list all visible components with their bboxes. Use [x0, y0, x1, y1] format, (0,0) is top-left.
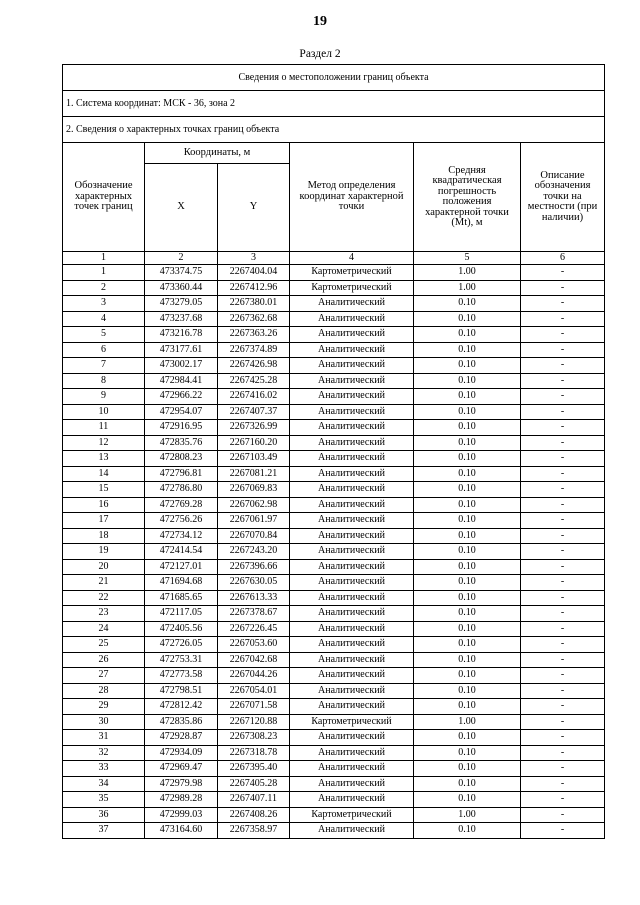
point-id-cell: 21 [63, 575, 145, 591]
table-row [63, 761, 605, 777]
y-coordinate-cell: 2267070.84 [218, 528, 290, 544]
y-coordinate-cell: 2267044.26 [218, 668, 290, 684]
point-id-cell: 35 [63, 792, 145, 808]
y-coordinate-cell: 2267362.68 [218, 311, 290, 327]
x-coordinate-cell: 472127.01 [145, 559, 218, 575]
method-cell: Аналитический [290, 559, 414, 575]
error-cell: 0.10 [414, 776, 521, 792]
description-cell: - [521, 699, 605, 715]
method-cell: Аналитический [290, 621, 414, 637]
description-cell: - [521, 280, 605, 296]
x-coordinate-cell: 472934.09 [145, 745, 218, 761]
header-method: Метод определения координат характерной точки [290, 143, 414, 252]
method-cell: Аналитический [290, 528, 414, 544]
point-id-cell: 33 [63, 761, 145, 777]
error-cell: 0.10 [414, 652, 521, 668]
error-cell: 0.10 [414, 606, 521, 622]
method-cell: Аналитический [290, 761, 414, 777]
method-cell: Картометрический [290, 265, 414, 281]
error-cell: 0.10 [414, 544, 521, 560]
method-cell: Аналитический [290, 389, 414, 405]
error-cell: 0.10 [414, 404, 521, 420]
method-cell: Картометрический [290, 714, 414, 730]
x-coordinate-cell: 472753.31 [145, 652, 218, 668]
description-cell: - [521, 296, 605, 312]
y-coordinate-cell: 2267160.20 [218, 435, 290, 451]
x-coordinate-cell: 472786.80 [145, 482, 218, 498]
method-cell: Аналитический [290, 683, 414, 699]
error-cell: 0.10 [414, 761, 521, 777]
point-id-cell: 26 [63, 652, 145, 668]
table-row [63, 513, 605, 529]
y-coordinate-cell: 2267425.28 [218, 373, 290, 389]
y-coordinate-cell: 2267103.49 [218, 451, 290, 467]
error-cell: 0.10 [414, 621, 521, 637]
method-cell: Аналитический [290, 451, 414, 467]
description-cell: - [521, 373, 605, 389]
description-cell: - [521, 590, 605, 606]
x-coordinate-cell: 472756.26 [145, 513, 218, 529]
error-cell: 0.10 [414, 358, 521, 374]
error-cell: 0.10 [414, 497, 521, 513]
x-coordinate-cell: 473237.68 [145, 311, 218, 327]
point-id-cell: 17 [63, 513, 145, 529]
table-row [63, 420, 605, 436]
point-id-cell: 29 [63, 699, 145, 715]
description-cell: - [521, 544, 605, 560]
x-coordinate-cell: 473164.60 [145, 823, 218, 839]
method-cell: Аналитический [290, 420, 414, 436]
method-cell: Аналитический [290, 358, 414, 374]
y-coordinate-cell: 2267405.28 [218, 776, 290, 792]
description-cell: - [521, 807, 605, 823]
x-coordinate-cell: 472798.51 [145, 683, 218, 699]
point-id-cell: 37 [63, 823, 145, 839]
y-coordinate-cell: 2267226.45 [218, 621, 290, 637]
description-cell: - [521, 482, 605, 498]
y-coordinate-cell: 2267062.98 [218, 497, 290, 513]
y-coordinate-cell: 2267395.40 [218, 761, 290, 777]
points-heading: 2. Сведения о характерных точках границ объекта [63, 117, 605, 143]
description-cell: - [521, 730, 605, 746]
table-row [63, 823, 605, 839]
point-id-cell: 36 [63, 807, 145, 823]
description-cell: - [521, 435, 605, 451]
method-cell: Аналитический [290, 373, 414, 389]
description-cell: - [521, 404, 605, 420]
method-cell: Аналитический [290, 668, 414, 684]
x-coordinate-cell: 473374.75 [145, 265, 218, 281]
point-id-cell: 27 [63, 668, 145, 684]
y-coordinate-cell: 2267071.58 [218, 699, 290, 715]
x-coordinate-cell: 471694.68 [145, 575, 218, 591]
point-id-cell: 28 [63, 683, 145, 699]
table-row [63, 807, 605, 823]
x-coordinate-cell: 473279.05 [145, 296, 218, 312]
description-cell: - [521, 451, 605, 467]
x-coordinate-cell: 472414.54 [145, 544, 218, 560]
description-cell: - [521, 761, 605, 777]
x-coordinate-cell: 472984.41 [145, 373, 218, 389]
description-cell: - [521, 668, 605, 684]
table-row [63, 590, 605, 606]
description-cell: - [521, 358, 605, 374]
table-row [63, 451, 605, 467]
method-cell: Аналитический [290, 776, 414, 792]
point-id-cell: 32 [63, 745, 145, 761]
error-cell: 0.10 [414, 389, 521, 405]
coordinate-system: 1. Система координат: МСК - 36, зона 2 [63, 91, 605, 117]
table-row [63, 621, 605, 637]
y-coordinate-cell: 2267363.26 [218, 327, 290, 343]
y-coordinate-cell: 2267408.26 [218, 807, 290, 823]
description-cell: - [521, 528, 605, 544]
error-cell: 0.10 [414, 683, 521, 699]
table-row [63, 792, 605, 808]
table-row [63, 730, 605, 746]
y-coordinate-cell: 2267318.78 [218, 745, 290, 761]
point-id-cell: 34 [63, 776, 145, 792]
y-coordinate-cell: 2267243.20 [218, 544, 290, 560]
table-row [63, 404, 605, 420]
table-row [63, 544, 605, 560]
x-coordinate-cell: 472835.76 [145, 435, 218, 451]
table-row [63, 311, 605, 327]
header-description: Описание обозначения точки на местности (при наличии) [521, 143, 605, 252]
table-row [63, 528, 605, 544]
y-coordinate-cell: 2267416.02 [218, 389, 290, 405]
method-cell: Аналитический [290, 652, 414, 668]
error-cell: 0.10 [414, 482, 521, 498]
header-error: Средняя квадратическая погрешность положения характерной точки (Mt), м [414, 143, 521, 252]
description-cell: - [521, 745, 605, 761]
table-row [63, 482, 605, 498]
method-cell: Аналитический [290, 544, 414, 560]
header-coordinates: Координаты, м [145, 143, 290, 164]
y-coordinate-cell: 2267613.33 [218, 590, 290, 606]
description-cell: - [521, 683, 605, 699]
table-row [63, 466, 605, 482]
description-cell: - [521, 265, 605, 281]
error-cell: 0.10 [414, 435, 521, 451]
point-id-cell: 16 [63, 497, 145, 513]
point-id-cell: 6 [63, 342, 145, 358]
method-cell: Аналитический [290, 590, 414, 606]
description-cell: - [521, 621, 605, 637]
table-row [63, 435, 605, 451]
table-row [63, 606, 605, 622]
error-cell: 0.10 [414, 342, 521, 358]
method-cell: Аналитический [290, 745, 414, 761]
table-row [63, 497, 605, 513]
column-number: 4 [290, 252, 414, 265]
x-coordinate-cell: 472989.28 [145, 792, 218, 808]
y-coordinate-cell: 2267358.97 [218, 823, 290, 839]
error-cell: 1.00 [414, 265, 521, 281]
description-cell: - [521, 559, 605, 575]
error-cell: 0.10 [414, 792, 521, 808]
method-cell: Аналитический [290, 575, 414, 591]
error-cell: 0.10 [414, 575, 521, 591]
error-cell: 0.10 [414, 327, 521, 343]
error-cell: 0.10 [414, 699, 521, 715]
table-row [63, 342, 605, 358]
table-row [63, 714, 605, 730]
y-coordinate-cell: 2267412.96 [218, 280, 290, 296]
table-row [63, 327, 605, 343]
x-coordinate-cell: 472726.05 [145, 637, 218, 653]
description-cell: - [521, 389, 605, 405]
error-cell: 0.10 [414, 420, 521, 436]
y-coordinate-cell: 2267404.04 [218, 265, 290, 281]
description-cell: - [521, 792, 605, 808]
x-coordinate-cell: 472405.56 [145, 621, 218, 637]
table-row [63, 668, 605, 684]
table-row [63, 776, 605, 792]
method-cell: Аналитический [290, 311, 414, 327]
method-cell: Аналитический [290, 513, 414, 529]
method-cell: Аналитический [290, 342, 414, 358]
point-id-cell: 23 [63, 606, 145, 622]
description-cell: - [521, 497, 605, 513]
x-coordinate-cell: 473177.61 [145, 342, 218, 358]
y-coordinate-cell: 2267069.83 [218, 482, 290, 498]
error-cell: 0.10 [414, 730, 521, 746]
x-coordinate-cell: 471685.65 [145, 590, 218, 606]
point-id-cell: 5 [63, 327, 145, 343]
y-coordinate-cell: 2267042.68 [218, 652, 290, 668]
y-coordinate-cell: 2267380.01 [218, 296, 290, 312]
point-id-cell: 9 [63, 389, 145, 405]
method-cell: Аналитический [290, 482, 414, 498]
table-row [63, 389, 605, 405]
x-coordinate-cell: 473002.17 [145, 358, 218, 374]
method-cell: Аналитический [290, 497, 414, 513]
x-coordinate-cell: 472835.86 [145, 714, 218, 730]
point-id-cell: 4 [63, 311, 145, 327]
error-cell: 0.10 [414, 559, 521, 575]
error-cell: 0.10 [414, 823, 521, 839]
error-cell: 0.10 [414, 451, 521, 467]
point-id-cell: 18 [63, 528, 145, 544]
y-coordinate-cell: 2267378.67 [218, 606, 290, 622]
table-row [63, 699, 605, 715]
y-coordinate-cell: 2267407.11 [218, 792, 290, 808]
error-cell: 0.10 [414, 296, 521, 312]
method-cell: Аналитический [290, 466, 414, 482]
x-coordinate-cell: 472808.23 [145, 451, 218, 467]
description-cell: - [521, 637, 605, 653]
point-id-cell: 31 [63, 730, 145, 746]
description-cell: - [521, 575, 605, 591]
point-id-cell: 2 [63, 280, 145, 296]
x-coordinate-cell: 472999.03 [145, 807, 218, 823]
description-cell: - [521, 823, 605, 839]
method-cell: Аналитический [290, 699, 414, 715]
method-cell: Аналитический [290, 606, 414, 622]
y-coordinate-cell: 2267407.37 [218, 404, 290, 420]
error-cell: 0.10 [414, 466, 521, 482]
point-id-cell: 8 [63, 373, 145, 389]
error-cell: 0.10 [414, 311, 521, 327]
error-cell: 0.10 [414, 745, 521, 761]
x-coordinate-cell: 472773.58 [145, 668, 218, 684]
point-id-cell: 3 [63, 296, 145, 312]
column-number: 5 [414, 252, 521, 265]
point-id-cell: 14 [63, 466, 145, 482]
table-row [63, 358, 605, 374]
table-row [63, 575, 605, 591]
column-numbers-row [63, 252, 605, 265]
table-row [63, 745, 605, 761]
x-coordinate-cell: 473216.78 [145, 327, 218, 343]
table-row [63, 637, 605, 653]
error-cell: 0.10 [414, 590, 521, 606]
column-number: 6 [521, 252, 605, 265]
point-id-cell: 19 [63, 544, 145, 560]
y-coordinate-cell: 2267054.01 [218, 683, 290, 699]
x-coordinate-cell: 472954.07 [145, 404, 218, 420]
point-id-cell: 15 [63, 482, 145, 498]
description-cell: - [521, 513, 605, 529]
table-row [63, 373, 605, 389]
y-coordinate-cell: 2267120.88 [218, 714, 290, 730]
header-point: Обозначение характерных точек границ [63, 143, 145, 252]
table-row [63, 652, 605, 668]
description-cell: - [521, 327, 605, 343]
point-id-cell: 1 [63, 265, 145, 281]
description-cell: - [521, 714, 605, 730]
y-coordinate-cell: 2267326.99 [218, 420, 290, 436]
table-row [63, 296, 605, 312]
error-cell: 0.10 [414, 637, 521, 653]
error-cell: 0.10 [414, 373, 521, 389]
x-coordinate-cell: 472928.87 [145, 730, 218, 746]
method-cell: Картометрический [290, 807, 414, 823]
method-cell: Аналитический [290, 435, 414, 451]
y-coordinate-cell: 2267053.60 [218, 637, 290, 653]
y-coordinate-cell: 2267308.23 [218, 730, 290, 746]
method-cell: Аналитический [290, 823, 414, 839]
column-number: 1 [63, 252, 145, 265]
description-cell: - [521, 776, 605, 792]
description-cell: - [521, 652, 605, 668]
point-id-cell: 11 [63, 420, 145, 436]
column-number: 3 [218, 252, 290, 265]
y-coordinate-cell: 2267396.66 [218, 559, 290, 575]
description-cell: - [521, 311, 605, 327]
y-coordinate-cell: 2267061.97 [218, 513, 290, 529]
point-id-cell: 25 [63, 637, 145, 653]
x-coordinate-cell: 472769.28 [145, 497, 218, 513]
point-id-cell: 22 [63, 590, 145, 606]
method-cell: Аналитический [290, 296, 414, 312]
y-coordinate-cell: 2267630.05 [218, 575, 290, 591]
point-id-cell: 13 [63, 451, 145, 467]
method-cell: Аналитический [290, 637, 414, 653]
method-cell: Аналитический [290, 327, 414, 343]
error-cell: 0.10 [414, 528, 521, 544]
x-coordinate-cell: 472796.81 [145, 466, 218, 482]
x-coordinate-cell: 472812.42 [145, 699, 218, 715]
x-coordinate-cell: 472969.47 [145, 761, 218, 777]
error-cell: 1.00 [414, 807, 521, 823]
x-coordinate-cell: 472916.95 [145, 420, 218, 436]
error-cell: 0.10 [414, 668, 521, 684]
error-cell: 0.10 [414, 513, 521, 529]
method-cell: Аналитический [290, 404, 414, 420]
table-row [63, 265, 605, 281]
y-coordinate-cell: 2267426.98 [218, 358, 290, 374]
section-title: Раздел 2 [299, 48, 341, 60]
boundary-points-table [62, 64, 605, 839]
x-coordinate-cell: 472979.98 [145, 776, 218, 792]
x-coordinate-cell: 472966.22 [145, 389, 218, 405]
error-cell: 1.00 [414, 714, 521, 730]
x-coordinate-cell: 472117.05 [145, 606, 218, 622]
point-id-cell: 10 [63, 404, 145, 420]
description-cell: - [521, 420, 605, 436]
method-cell: Картометрический [290, 280, 414, 296]
point-id-cell: 20 [63, 559, 145, 575]
x-coordinate-cell: 473360.44 [145, 280, 218, 296]
y-coordinate-cell: 2267374.89 [218, 342, 290, 358]
description-cell: - [521, 606, 605, 622]
description-cell: - [521, 342, 605, 358]
page-number: 19 [313, 14, 327, 29]
table-row [63, 280, 605, 296]
x-coordinate-cell: 472734.12 [145, 528, 218, 544]
table-title: Сведения о местоположении границ объекта [63, 65, 605, 91]
point-id-cell: 30 [63, 714, 145, 730]
table-row [63, 683, 605, 699]
method-cell: Аналитический [290, 730, 414, 746]
header-x: X [145, 164, 218, 252]
point-id-cell: 7 [63, 358, 145, 374]
description-cell: - [521, 466, 605, 482]
y-coordinate-cell: 2267081.21 [218, 466, 290, 482]
error-cell: 1.00 [414, 280, 521, 296]
header-y: Y [218, 164, 290, 252]
point-id-cell: 24 [63, 621, 145, 637]
method-cell: Аналитический [290, 792, 414, 808]
point-id-cell: 12 [63, 435, 145, 451]
column-number: 2 [145, 252, 218, 265]
table-row [63, 559, 605, 575]
